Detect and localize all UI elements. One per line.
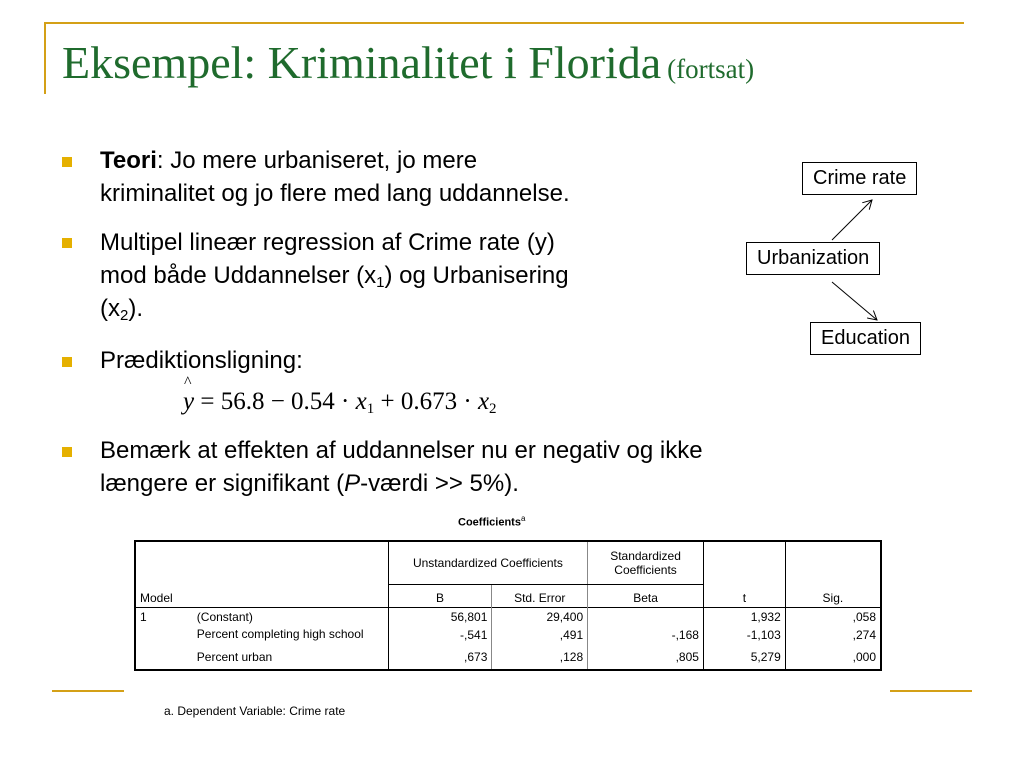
header-standardized: Standardized Coefficients — [588, 541, 704, 585]
header-std-error: Std. Error — [492, 585, 588, 608]
header-beta: Beta — [588, 585, 704, 608]
table-header-row — [135, 585, 881, 608]
table-row: Percent completing high school -,541 ,491 -,168 -1,103 ,274 — [135, 626, 881, 644]
bullet-theory-bold: Teori — [100, 147, 157, 174]
diagram-education-box: Education — [810, 322, 921, 355]
arrow-to-education — [832, 282, 877, 320]
bullet-theory: Teori: Jo mere urbaniseret, jo mere kriminalitet og jo flere med lang uddannelse. — [100, 147, 570, 207]
arrow-to-crime-rate — [832, 200, 872, 240]
table-row: Percent urban ,673 ,128 ,805 5,279 ,000 — [135, 644, 881, 670]
title-main: Eksempel: Kriminalitet i Florida — [62, 37, 662, 88]
table-caption: Coefficients$^a$ — [458, 514, 526, 529]
eq-yhat: ^ y — [183, 388, 194, 416]
header-b: B — [388, 585, 492, 608]
table-footnote: a. Dependent Variable: Crime rate — [164, 704, 346, 718]
header-unstandardized: Unstandardized Coefficients — [388, 541, 587, 585]
header-t: t — [703, 585, 785, 608]
coefficients-table — [134, 540, 882, 671]
title-sub: (fortsat) — [667, 54, 755, 84]
diagram-crime-rate-box: Crime rate — [802, 162, 917, 195]
bullet-prediction: Prædiktionsligning: — [100, 347, 303, 374]
diagram-urbanization-box: Urbanization — [746, 242, 880, 275]
table-row: 1 (Constant) 56,801 29,400 1,932 ,058 — [135, 608, 881, 627]
header-model: Model — [140, 591, 173, 605]
table-header-row — [135, 541, 881, 585]
prediction-equation: ^ $y = 56.8 - 0.54 \cdot x_1 + 0.673 \cdot x_2$ — [183, 388, 497, 416]
bullet-note: Bemærk at effekten af uddannelser nu er negativ og ikke længere er signifikant (P-værdi >> 5%). — [100, 437, 703, 497]
bullet-regression: Multipel lineær regression af Crime rate (y) mod både Uddannelser $(x_1)$ og Urbanisering $(x_2)$. — [100, 229, 569, 324]
header-sig: Sig. — [785, 585, 881, 608]
